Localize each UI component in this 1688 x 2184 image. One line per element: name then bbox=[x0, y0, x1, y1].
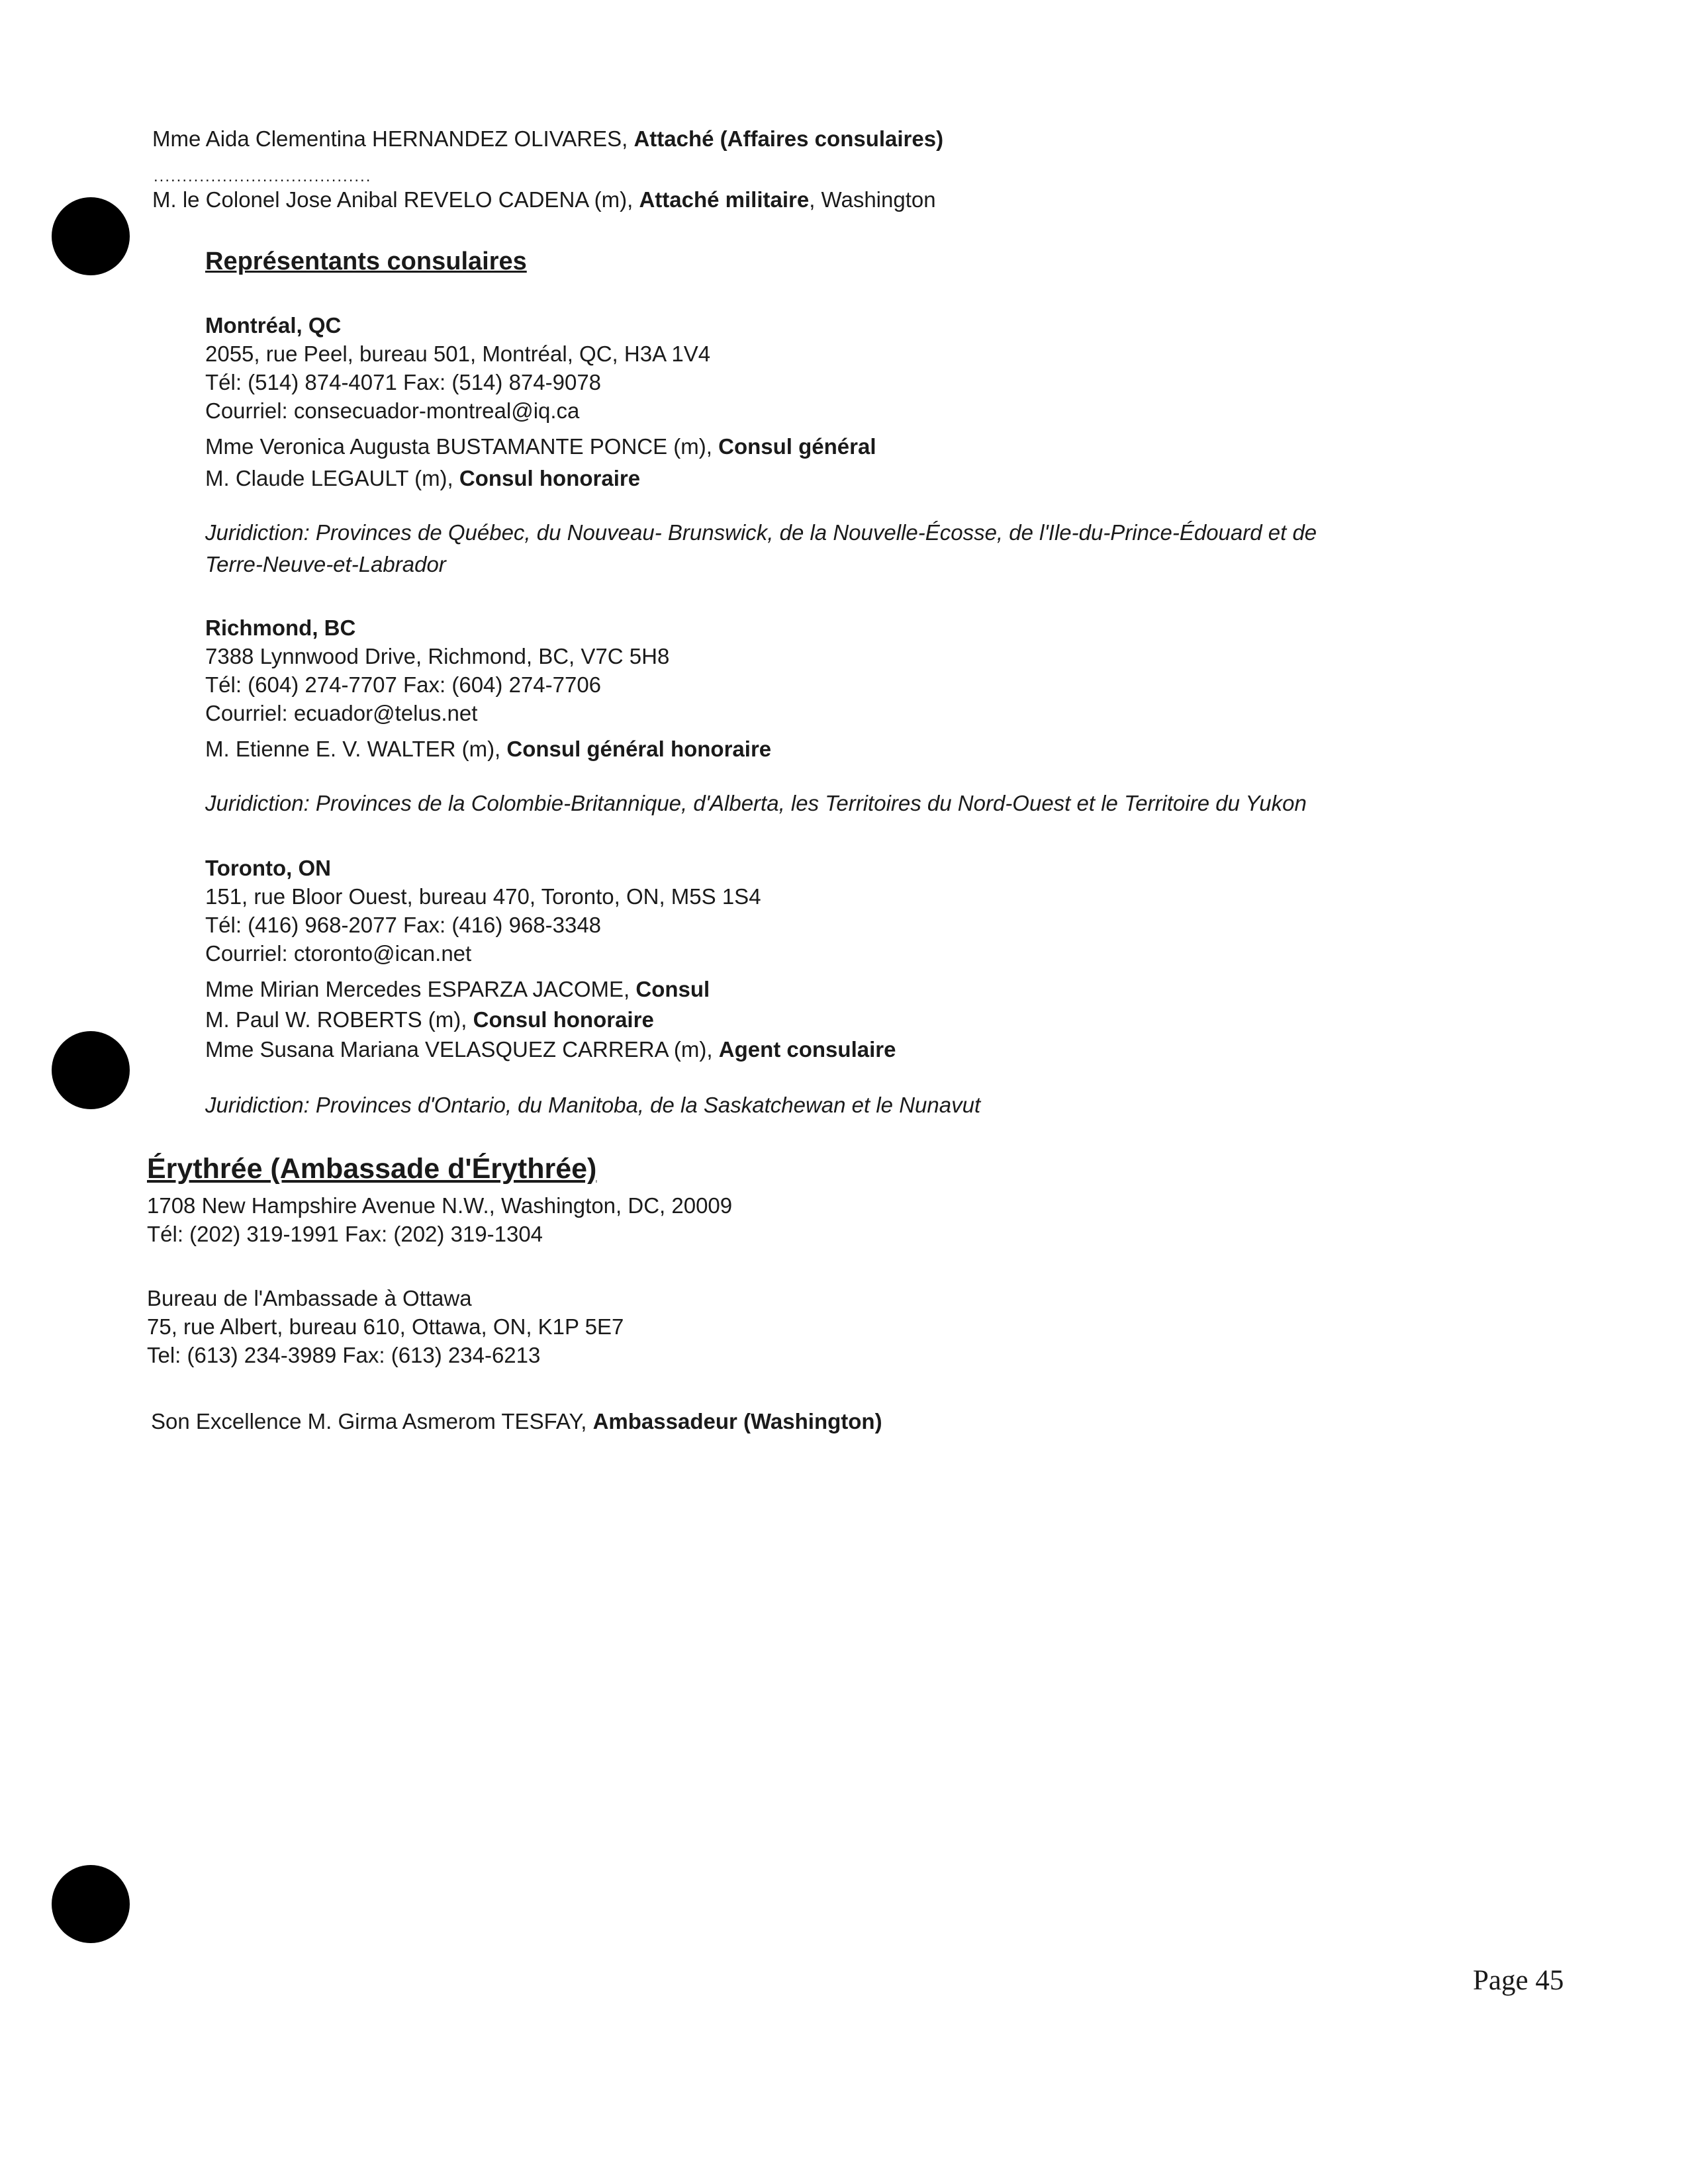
office-phone: Tél: (514) 874-4071 Fax: (514) 874-9078 bbox=[205, 370, 602, 394]
ambassador-line bbox=[151, 1408, 882, 1435]
office-city: Montréal, QC bbox=[205, 313, 342, 338]
office-phone: Tél: (416) 968-2077 Fax: (416) 968-3348 bbox=[205, 913, 602, 937]
page-number: Page 45 bbox=[1473, 1965, 1564, 1996]
office-email: Courriel: ecuador@telus.net bbox=[205, 701, 478, 725]
staff-line bbox=[205, 736, 771, 762]
office-email: Courriel: ctoronto@ican.net bbox=[205, 941, 472, 966]
ottawa-office-phone: Tel: (613) 234-3989 Fax: (613) 234-6213 bbox=[147, 1343, 541, 1367]
jurisdiction-text: Terre-Neuve-et-Labrador bbox=[205, 552, 446, 576]
staff-title: Consul honoraire bbox=[473, 1007, 654, 1032]
binder-hole-middle bbox=[52, 1031, 130, 1109]
staff-line bbox=[205, 433, 876, 460]
office-phone: Tél: (604) 274-7707 Fax: (604) 274-7706 bbox=[205, 672, 602, 697]
office-city: Toronto, ON bbox=[205, 856, 332, 880]
ambassador-name: Son Excellence M. Girma Asmerom TESFAY, bbox=[151, 1409, 593, 1433]
staff-name: Mme Veronica Augusta BUSTAMANTE PONCE (m), bbox=[205, 434, 719, 459]
jurisdiction-text: Juridiction: Provinces de la Colombie-Britannique, d'Alberta, les Territoires du Nord-Ouest et le Territoire du Yukon bbox=[205, 791, 1307, 815]
country-heading-eritrea: Érythrée (Ambassade d'Érythrée) bbox=[147, 1153, 597, 1185]
staff-name: Mme Mirian Mercedes ESPARZA JACOME, bbox=[205, 977, 636, 1001]
jurisdiction-text: Juridiction: Provinces de Québec, du Nouveau- Brunswick, de la Nouvelle-Écosse, de l'Ile-du-Prince-Édouard et de bbox=[205, 520, 1317, 545]
office-address: 151, rue Bloor Ouest, bureau 470, Toronto, ON, M5S 1S4 bbox=[205, 884, 761, 909]
staff-line bbox=[205, 1007, 654, 1033]
staff-line bbox=[205, 976, 710, 1003]
office-address: 2055, rue Peel, bureau 501, Montréal, QC, H3A 1V4 bbox=[205, 341, 711, 366]
staff-title: Attaché (Affaires consulaires) bbox=[633, 126, 944, 151]
staff-name: M. Paul W. ROBERTS (m), bbox=[205, 1007, 473, 1032]
section-heading-consular: Représentants consulaires bbox=[205, 248, 527, 275]
binder-hole-top bbox=[52, 197, 130, 275]
staff-title: Consul général honoraire bbox=[506, 737, 772, 761]
ottawa-office-title: Bureau de l'Ambassade à Ottawa bbox=[147, 1286, 472, 1310]
staff-title: Consul général bbox=[718, 434, 876, 459]
staff-line bbox=[205, 465, 640, 492]
ottawa-office-address: 75, rue Albert, bureau 610, Ottawa, ON, K1P 5E7 bbox=[147, 1314, 624, 1339]
staff-name: Mme Aida Clementina HERNANDEZ OLIVARES, bbox=[152, 126, 634, 151]
embassy-address: 1708 New Hampshire Avenue N.W., Washington, DC, 20009 bbox=[147, 1193, 733, 1218]
staff-title: Agent consulaire bbox=[718, 1037, 896, 1062]
staff-title: Consul bbox=[635, 977, 710, 1001]
staff-name: Mme Susana Mariana VELASQUEZ CARRERA (m), bbox=[205, 1037, 719, 1062]
ambassador-title: Ambassadeur (Washington) bbox=[592, 1409, 882, 1433]
staff-location: , Washington bbox=[809, 187, 936, 212]
office-email: Courriel: consecuador-montreal@iq.ca bbox=[205, 398, 580, 423]
staff-name: M. Claude LEGAULT (m), bbox=[205, 466, 459, 490]
binder-hole-bottom bbox=[52, 1865, 130, 1943]
staff-line bbox=[152, 187, 936, 213]
staff-title: Consul honoraire bbox=[459, 466, 641, 490]
staff-line bbox=[205, 1036, 896, 1063]
embassy-phone: Tél: (202) 319-1991 Fax: (202) 319-1304 bbox=[147, 1222, 543, 1246]
staff-line bbox=[152, 126, 943, 152]
office-city: Richmond, BC bbox=[205, 615, 356, 640]
jurisdiction-text: Juridiction: Provinces d'Ontario, du Manitoba, de la Saskatchewan et le Nunavut bbox=[205, 1093, 981, 1117]
separator-dots: ...................................... bbox=[154, 167, 372, 185]
staff-title: Attaché militaire bbox=[639, 187, 810, 212]
office-address: 7388 Lynnwood Drive, Richmond, BC, V7C 5H8 bbox=[205, 644, 670, 668]
staff-name: M. le Colonel Jose Anibal REVELO CADENA (m), bbox=[152, 187, 639, 212]
staff-name: M. Etienne E. V. WALTER (m), bbox=[205, 737, 507, 761]
